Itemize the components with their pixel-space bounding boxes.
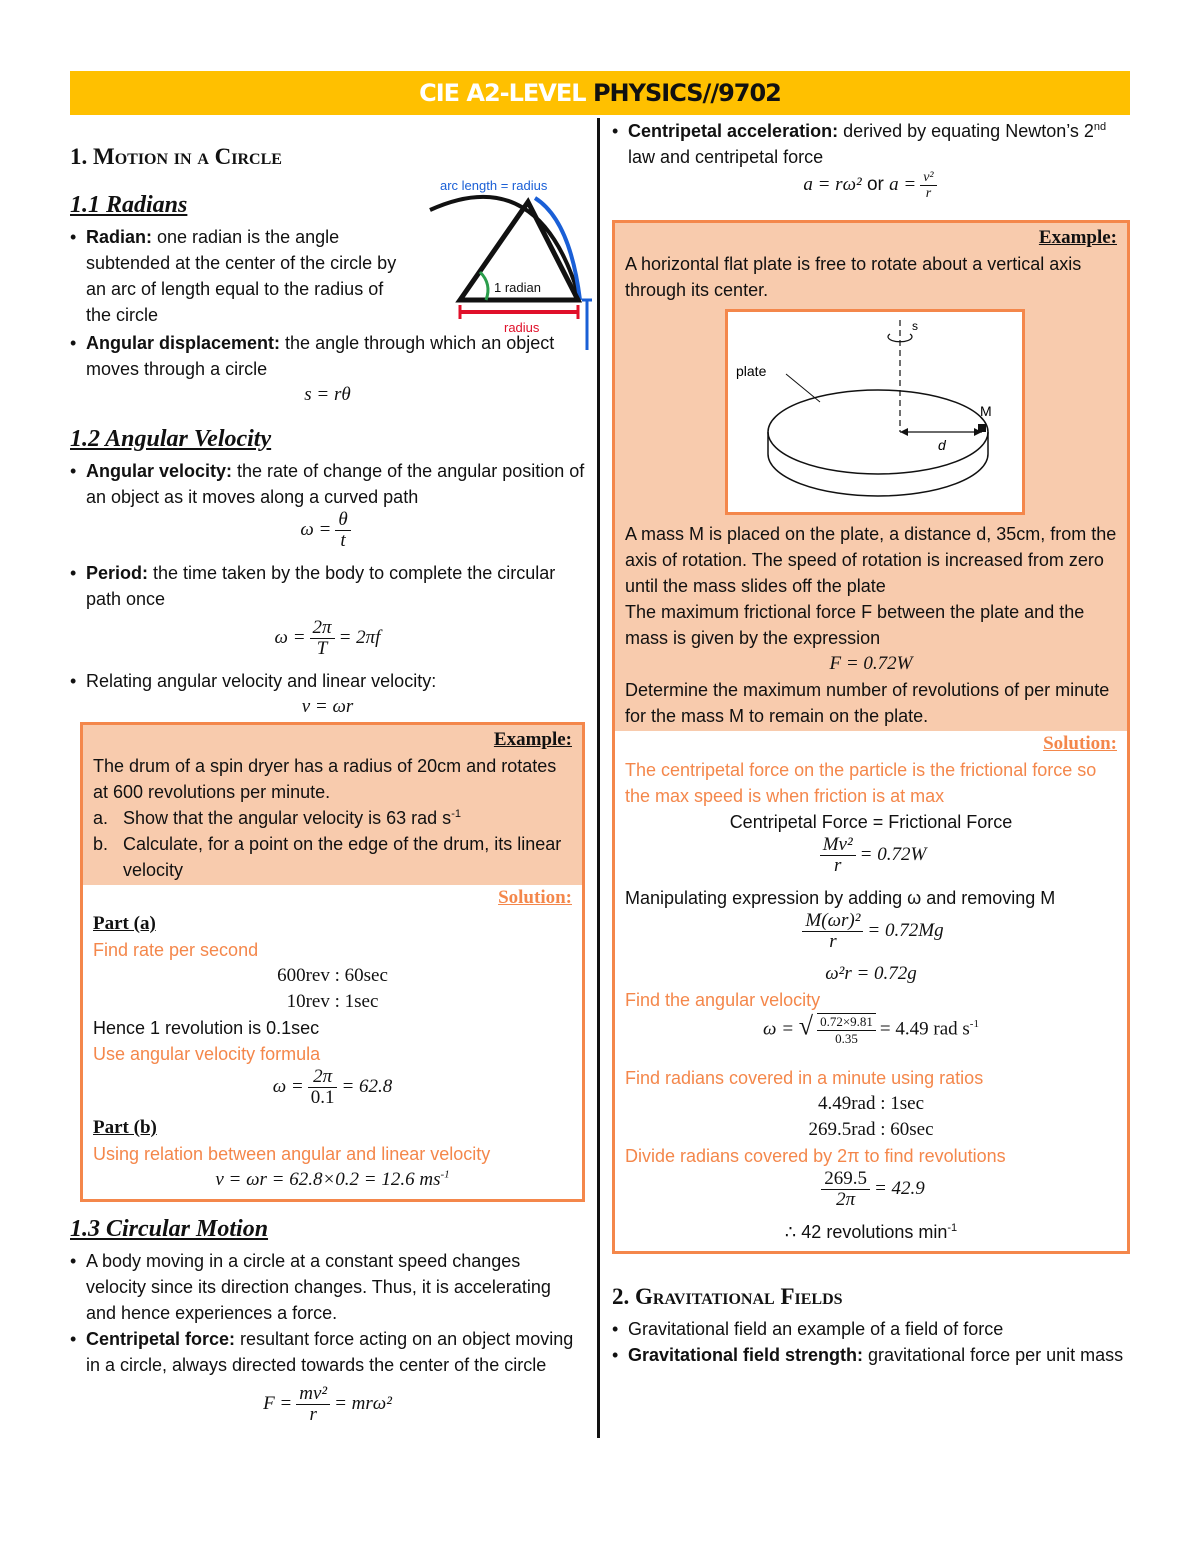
period-definition [70, 560, 585, 612]
left-column [70, 140, 585, 1436]
relating-bullet [70, 668, 585, 694]
centripetal-acceleration-definition [612, 118, 1132, 170]
angular-displacement-definition [70, 330, 585, 382]
section2-number: 2. [612, 1284, 630, 1309]
find-radians-text: Find radians covered in a minute using ratios [625, 1068, 984, 1088]
eq2-2-rhs: = 0.72Mg [867, 919, 944, 941]
eq-a2-num: v² [920, 170, 936, 186]
ratio-r1: 4.49rad : 1sec [817, 1093, 925, 1114]
eq2-3: ω²r = 0.72g [825, 963, 917, 984]
eq-omega-den: t [340, 530, 346, 551]
find-rate-text: Find rate per second [93, 940, 259, 960]
cacc-term: Centripetal acceleration: [628, 121, 839, 141]
manipulating-text: Manipulating expression by adding ω and removing M [625, 888, 1056, 908]
ratio-r2: 269.5rad : 60sec [808, 1119, 934, 1140]
section1-number: 1. [70, 144, 88, 169]
example2-intro: A horizontal flat plate is free to rotate about a vertical axis through its center. [625, 254, 1082, 300]
example2-box [612, 220, 1130, 1254]
example1-part-b [93, 831, 572, 883]
distance-label: d [938, 437, 946, 453]
final-answer-text: ∴ 42 revolutions min [784, 1222, 948, 1242]
mass-label: M [980, 403, 992, 419]
example2-header [615, 223, 1127, 731]
angular-velocity-definition [70, 458, 585, 510]
angvel-term: Angular velocity: [86, 461, 233, 481]
ratio2: 10rev : 1sec [286, 991, 379, 1012]
eq-period [70, 618, 585, 668]
eq2-5-den: 2π [836, 1189, 856, 1210]
eq2-5-rhs: = 42.9 [873, 1177, 925, 1199]
radius-label: radius [504, 320, 540, 335]
eq-a-or: or [861, 173, 890, 195]
eq-ex1-rhs: = 62.8 [341, 1075, 393, 1097]
radian-diagram [420, 180, 600, 350]
gfs-def: gravitational force per unit mass [863, 1345, 1124, 1365]
example2-para1: A mass M is placed on the plate, a distance d, 35cm, from the axis of rotation. The speed of rotation is increased from zero until the mass slides off the plate [625, 524, 1117, 596]
eq-period-den: T [316, 638, 328, 659]
s11-heading: 1.1 Radians [70, 192, 188, 218]
eq2-1-rhs: = 0.72W [859, 843, 927, 865]
eq-v: v = ωr [301, 696, 354, 717]
eq-F-rhs: = mrω² [334, 1392, 392, 1414]
eq-a [612, 170, 1132, 214]
find-angular-text: Find the angular velocity [625, 990, 821, 1010]
centripetal-force-definition [70, 1326, 585, 1378]
solution2-intro: The centripetal force on the particle is the frictional force so the max speed is when friction is at max [625, 760, 1097, 806]
eq-F-num: mv² [296, 1384, 330, 1405]
example1-text: The drum of a spin dryer has a radius of 20cm and rotates at 600 revolutions per minute. [93, 756, 557, 802]
header-title-part2: PHYSICS//9702 [592, 79, 781, 107]
eq2-1-num: Mv² [820, 835, 856, 856]
eq2-4-num: 0.72×9.81 [817, 1014, 876, 1031]
eq-ex1-b-sup: -1 [440, 1168, 450, 1181]
eq-a2-den: r [925, 186, 932, 201]
example2-para3: Determine the maximum number of revolutions of per minute for the mass M to remain on the plate. [625, 680, 1110, 726]
part-a-letter: a. [93, 808, 109, 828]
eq-F-den: r [309, 1404, 317, 1425]
eq-period-lhs: ω = [274, 626, 306, 648]
part-a-sup: -1 [451, 808, 461, 820]
gfs-definition [612, 1342, 1132, 1368]
header-title-part1: CIE A2-LEVEL [419, 79, 593, 107]
example1-box [80, 722, 585, 1202]
divide-text: Divide radians covered by 2π to find revolutions [625, 1146, 1006, 1166]
eq-ex1-b [93, 1167, 572, 1193]
eq-ex1-num: 2π [308, 1067, 338, 1088]
eq-period-num: 2π [310, 618, 335, 639]
section1-title: Motion in a Circle [93, 144, 282, 169]
part-a-text: Show that the angular velocity is 63 rad s [123, 808, 452, 828]
final-answer-sup: -1 [947, 1222, 958, 1234]
eq-s: s = rθ [304, 384, 351, 405]
using-relation-text: Using relation between angular and linear velocity [93, 1144, 491, 1164]
eq2-4: ω = √ $\frac{0.72\times 9.81}{0.35}$ = 4.49 rad $s^{-1}$ [763, 1011, 979, 1046]
cacc-def2: law and centripetal force [628, 147, 824, 167]
example1-label: Example: [493, 729, 572, 750]
period-term: Period: [86, 563, 149, 583]
eq2-4-den: 0.35 [835, 1031, 858, 1046]
eq2-2 [625, 911, 1117, 961]
eq2-4-lhs: ω = [763, 1018, 795, 1040]
cf-equals-ff: Centripetal Force = Frictional Force [729, 812, 1013, 832]
angdisp-def: the angle through which an object moves through a circle [86, 333, 555, 379]
eq-ex1-lhs: ω = [272, 1075, 304, 1097]
s13-heading: 1.3 Circular Motion [70, 1216, 269, 1242]
axis-label: s [912, 319, 918, 333]
hence-text: Hence 1 revolution is 0.1sec [93, 1018, 320, 1038]
part-a-heading: Part (a) [93, 913, 156, 934]
ratio1: 600rev : 60sec [277, 965, 388, 986]
example1-part-a [93, 805, 572, 831]
period-def: the time taken by the body to complete the circular path once [86, 563, 556, 609]
plate-figure-frame [725, 309, 1025, 515]
eq2-4-rhs: = 4.49 rad s [879, 1018, 970, 1040]
eq-F-friction: F = 0.72W [829, 653, 913, 674]
section2-heading [612, 1280, 1132, 1314]
example1-solution [83, 885, 582, 1199]
eq-F [70, 1384, 585, 1436]
relating-text: Relating angular velocity and linear velocity: [86, 671, 437, 691]
example2-solution [615, 731, 1127, 1251]
grav1-text: Gravitational field an example of a field of force [628, 1319, 1004, 1339]
eq2-2-num: M(ωr)² [802, 911, 863, 932]
eq-ex1 [93, 1067, 572, 1115]
eq-ex1-den: 0.1 [310, 1087, 335, 1108]
arc-length-label: arc length = radius [440, 180, 548, 193]
eq-ex1-b-text: v = ωr = 62.8×0.2 = 12.6 ms [215, 1169, 441, 1190]
section1-heading [70, 140, 585, 174]
radian-definition [70, 224, 406, 328]
part-b-letter: b. [93, 834, 109, 854]
eq2-5-num: 269.5 [821, 1169, 870, 1190]
radian-def: one radian is the angle subtended at the center of the circle by an arc of length equal to the radius of the circle [86, 227, 397, 325]
right-column [612, 118, 1132, 1368]
eq2-2-den: r [829, 931, 837, 952]
s12-heading: 1.2 Angular Velocity [70, 426, 272, 452]
part-b-text: Calculate, for a point on the edge of the drum, its linear velocity [123, 834, 562, 880]
example1-header [83, 725, 582, 885]
eq-period-rhs: = 2πf [338, 626, 381, 648]
angvel-def: the rate of change of the angular position of an object as it moves along a curved path [86, 461, 585, 507]
circ-text: A body moving in a circle at a constant speed changes velocity since its direction changes. Thus, it is accelerating and hence experiences a force. [86, 1251, 551, 1323]
eq-omega-lhs: ω = [300, 518, 332, 540]
eq2-5 [625, 1169, 1117, 1219]
eq2-4-sup: -1 [969, 1018, 979, 1031]
angdisp-term: Angular displacement: [86, 333, 281, 353]
plate-label: plate [736, 363, 767, 379]
eq2-1 [625, 835, 1117, 885]
solution2-label: Solution: [1043, 733, 1117, 754]
example2-para2: The maximum frictional force F between the plate and the mass is given by the expression [625, 602, 1085, 648]
final-answer [625, 1219, 1117, 1245]
page-header [70, 71, 1130, 115]
cforce-term: Centripetal force: [86, 1329, 236, 1349]
one-radian-label: 1 radian [494, 280, 541, 295]
cforce-def: resultant force acting on an object moving in a circle, always directed towards the center of the circle [86, 1329, 574, 1375]
eq-F-lhs: F = [263, 1392, 293, 1414]
solution1-label: Solution: [498, 887, 572, 908]
eq2-1-den: r [833, 855, 842, 876]
circular-motion-text [70, 1248, 585, 1326]
cacc-sup: nd [1093, 121, 1107, 133]
section2-title: Gravitational Fields [635, 1284, 843, 1309]
use-formula-text: Use angular velocity formula [93, 1044, 321, 1064]
gfs-term: Gravitational field strength: [628, 1345, 864, 1365]
example2-label: Example: [1038, 227, 1117, 248]
eq-omega [70, 510, 585, 560]
part-b-heading: Part (b) [93, 1117, 157, 1138]
grav-field-bullet [612, 1316, 1132, 1342]
eq-a1: a = rω² [803, 173, 862, 195]
eq-a2-lhs: a = [889, 173, 917, 195]
radian-term: Radian: [86, 227, 153, 247]
plate-diagram [728, 312, 1022, 512]
cacc-def: derived by equating Newton’s 2 [838, 121, 1094, 141]
eq-omega-num: θ [335, 510, 350, 531]
